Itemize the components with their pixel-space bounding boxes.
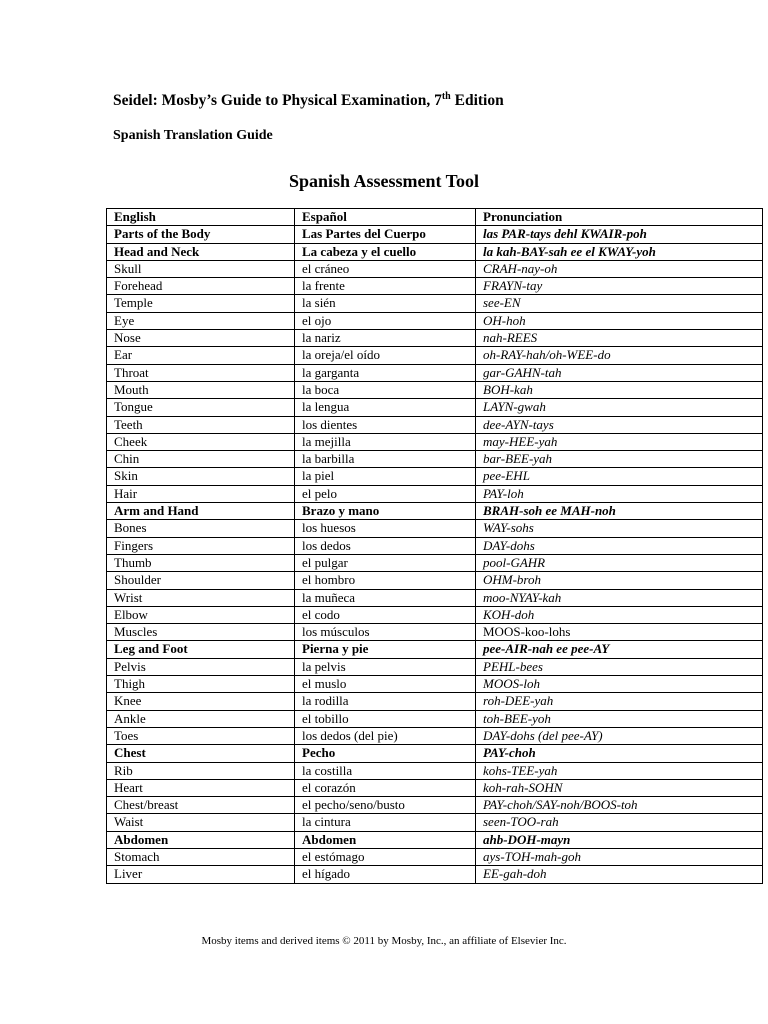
table-row [107,624,763,641]
pronunciation-cell: FRAYN-tay [476,278,763,295]
pronunciation-cell: pool-GAHR [476,554,763,571]
english-cell: Cheek [107,433,295,450]
table-row [107,676,763,693]
pronunciation-cell: EE-gah-doh [476,866,763,883]
table-row [107,381,763,398]
pronunciation-cell: nah-REES [476,330,763,347]
english-cell: Nose [107,330,295,347]
table-row [107,485,763,502]
table-row [107,364,763,381]
section-row [107,641,763,658]
english-cell: Bones [107,520,295,537]
table-row [107,330,763,347]
spanish-cell: los dedos [295,537,476,554]
english-cell: Eye [107,312,295,329]
english-cell: Ankle [107,710,295,727]
spanish-cell: el hígado [295,866,476,883]
english-cell: Waist [107,814,295,831]
pronunciation-cell: OH-hoh [476,312,763,329]
section-row [107,831,763,848]
table-row [107,762,763,779]
table-row [107,727,763,744]
pronunciation-cell: bar-BEE-yah [476,451,763,468]
english-cell: Leg and Foot [107,641,295,658]
spanish-cell: la rodilla [295,693,476,710]
english-cell: Toes [107,727,295,744]
table-row [107,416,763,433]
english-cell: Rib [107,762,295,779]
pronunciation-cell: MOOS-loh [476,676,763,693]
english-cell: Muscles [107,624,295,641]
pronunciation-cell: PEHL-bees [476,658,763,675]
spanish-cell: la piel [295,468,476,485]
spanish-cell: el estómago [295,848,476,865]
english-cell: Hair [107,485,295,502]
section-row [107,226,763,243]
english-cell: Elbow [107,606,295,623]
header-english: English [107,209,295,226]
pronunciation-cell: kohs-TEE-yah [476,762,763,779]
spanish-cell: el hombro [295,572,476,589]
pronunciation-cell: see-EN [476,295,763,312]
spanish-cell: el pelo [295,485,476,502]
english-cell: Knee [107,693,295,710]
pronunciation-cell: oh-RAY-hah/oh-WEE-do [476,347,763,364]
spanish-cell: el muslo [295,676,476,693]
header-espanol: Español [295,209,476,226]
english-cell: Skin [107,468,295,485]
english-cell: Head and Neck [107,243,295,260]
spanish-cell: Pecho [295,745,476,762]
english-cell: Arm and Hand [107,503,295,520]
spanish-cell: la pelvis [295,658,476,675]
title-superscript: th [441,91,451,102]
english-cell: Abdomen [107,831,295,848]
table-row [107,710,763,727]
pronunciation-cell: PAY-choh [476,745,763,762]
spanish-cell: la frente [295,278,476,295]
table-row [107,347,763,364]
pronunciation-cell: PAY-choh/SAY-noh/BOOS-toh [476,797,763,814]
vocabulary-table [106,208,763,884]
spanish-cell: el pulgar [295,554,476,571]
document-subtitle: Spanish Translation Guide [113,128,273,143]
table-row [107,554,763,571]
spanish-cell: Pierna y pie [295,641,476,658]
pronunciation-cell: ays-TOH-mah-goh [476,848,763,865]
pronunciation-cell: roh-DEE-yah [476,693,763,710]
table-row [107,797,763,814]
spanish-cell: la muñeca [295,589,476,606]
table-body [107,226,763,883]
title-end: Edition [450,92,504,109]
table-row [107,866,763,883]
spanish-cell: los huesos [295,520,476,537]
spanish-cell: la barbilla [295,451,476,468]
spanish-cell: Las Partes del Cuerpo [295,226,476,243]
spanish-cell: el codo [295,606,476,623]
section-row [107,243,763,260]
spanish-cell: la costilla [295,762,476,779]
spanish-cell: la oreja/el oído [295,347,476,364]
pronunciation-cell: las PAR-tays dehl KWAIR-poh [476,226,763,243]
spanish-cell: Brazo y mano [295,503,476,520]
copyright-footer: Mosby items and derived items © 2011 by Mosby, Inc., an affiliate of Elsevier Inc. [201,935,567,947]
english-cell: Forehead [107,278,295,295]
english-cell: Chest/breast [107,797,295,814]
spanish-cell: la mejilla [295,433,476,450]
table-row [107,295,763,312]
table-row [107,312,763,329]
table-row [107,278,763,295]
table-title: Spanish Assessment Tool [288,171,480,191]
table-row [107,572,763,589]
spanish-cell: los dedos (del pie) [295,727,476,744]
pronunciation-cell: pee-AIR-nah ee pee-AY [476,641,763,658]
table-header-row [107,209,763,226]
pronunciation-cell: MOOS-koo-lohs [476,624,763,641]
section-row [107,503,763,520]
pronunciation-cell: PAY-loh [476,485,763,502]
table-row [107,779,763,796]
spanish-cell: la nariz [295,330,476,347]
pronunciation-cell: toh-BEE-yoh [476,710,763,727]
pronunciation-cell: WAY-sohs [476,520,763,537]
spanish-cell: el pecho/seno/busto [295,797,476,814]
english-cell: Thigh [107,676,295,693]
pronunciation-cell: BRAH-soh ee MAH-noh [476,503,763,520]
table-row [107,537,763,554]
spanish-cell: el tobillo [295,710,476,727]
english-cell: Chest [107,745,295,762]
english-cell: Ear [107,347,295,364]
english-cell: Mouth [107,381,295,398]
spanish-cell: Abdomen [295,831,476,848]
table-row [107,260,763,277]
document-title [113,92,504,110]
spanish-cell: el ojo [295,312,476,329]
table-row [107,589,763,606]
table-row [107,433,763,450]
pronunciation-cell: BOH-kah [476,381,763,398]
english-cell: Parts of the Body [107,226,295,243]
table-row [107,693,763,710]
english-cell: Thumb [107,554,295,571]
pronunciation-cell: CRAH-nay-oh [476,260,763,277]
table-row [107,468,763,485]
pronunciation-cell: gar-GAHN-tah [476,364,763,381]
pronunciation-cell: seen-TOO-rah [476,814,763,831]
title-main: Seidel: Mosby’s Guide to Physical Examination, 7 [113,92,442,109]
spanish-cell: la sién [295,295,476,312]
pronunciation-cell: dee-AYN-tays [476,416,763,433]
table-row [107,606,763,623]
spanish-cell: el cráneo [295,260,476,277]
english-cell: Throat [107,364,295,381]
english-cell: Stomach [107,848,295,865]
pronunciation-cell: KOH-doh [476,606,763,623]
spanish-cell: La cabeza y el cuello [295,243,476,260]
table-row [107,848,763,865]
spanish-cell: la boca [295,381,476,398]
table-row [107,399,763,416]
pronunciation-cell: pee-EHL [476,468,763,485]
spanish-cell: la lengua [295,399,476,416]
table-row [107,658,763,675]
section-row [107,745,763,762]
english-cell: Pelvis [107,658,295,675]
pronunciation-cell: la kah-BAY-sah ee el KWAY-yoh [476,243,763,260]
english-cell: Shoulder [107,572,295,589]
english-cell: Tongue [107,399,295,416]
pronunciation-cell: DAY-dohs [476,537,763,554]
pronunciation-cell: DAY-dohs (del pee-AY) [476,727,763,744]
pronunciation-cell: ahb-DOH-mayn [476,831,763,848]
table-row [107,814,763,831]
pronunciation-cell: LAYN-gwah [476,399,763,416]
spanish-cell: los músculos [295,624,476,641]
english-cell: Teeth [107,416,295,433]
spanish-cell: la cintura [295,814,476,831]
spanish-cell: la garganta [295,364,476,381]
header-pronunciation: Pronunciation [476,209,763,226]
english-cell: Chin [107,451,295,468]
english-cell: Heart [107,779,295,796]
english-cell: Fingers [107,537,295,554]
table-row [107,451,763,468]
pronunciation-cell: koh-rah-SOHN [476,779,763,796]
pronunciation-cell: OHM-broh [476,572,763,589]
english-cell: Temple [107,295,295,312]
spanish-cell: el corazón [295,779,476,796]
english-cell: Skull [107,260,295,277]
spanish-cell: los dientes [295,416,476,433]
table-row [107,520,763,537]
pronunciation-cell: moo-NYAY-kah [476,589,763,606]
pronunciation-cell: may-HEE-yah [476,433,763,450]
english-cell: Wrist [107,589,295,606]
english-cell: Liver [107,866,295,883]
